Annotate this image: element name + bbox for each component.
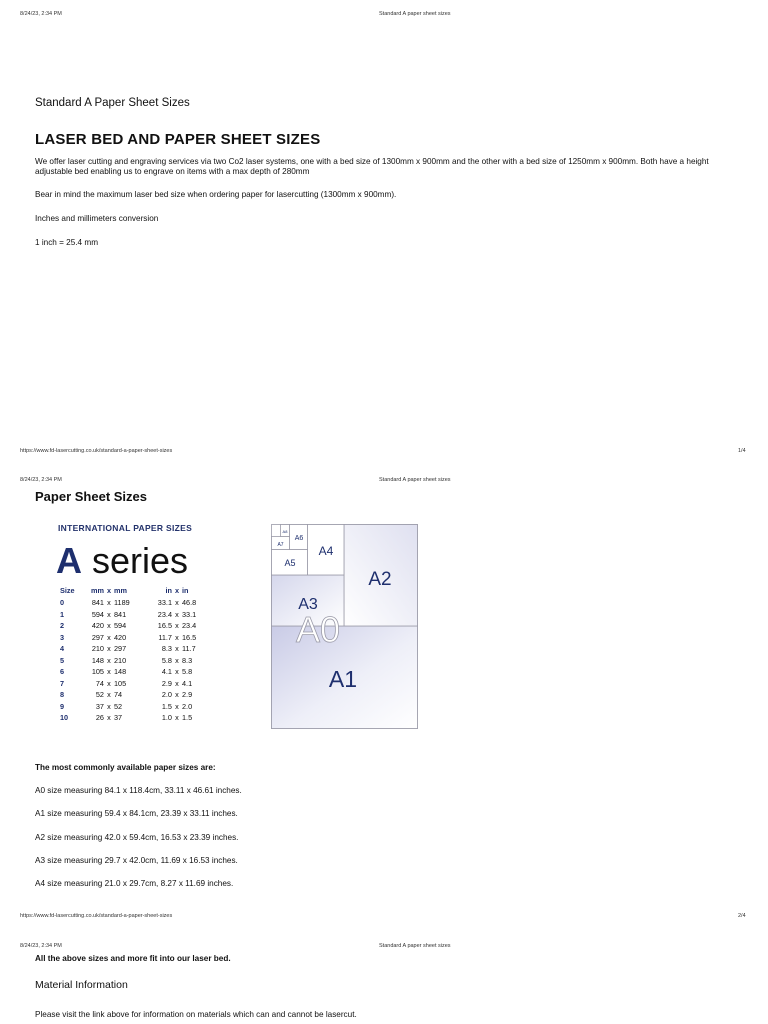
size-cell: 1.5 <box>182 713 193 723</box>
common-sizes-title: The most commonly available paper sizes are: <box>35 763 216 772</box>
size-cell: 23.4 <box>182 621 197 631</box>
page2-footer-url[interactable]: https://www.fd-lasercutting.co.uk/standard-a-paper-sheet-sizes <box>20 913 173 919</box>
size-cell: 1189 <box>114 598 130 608</box>
size-cell: x <box>107 655 111 665</box>
size-cell: x <box>107 678 111 688</box>
size-cell: 210 <box>91 644 104 654</box>
size-cell: x <box>107 690 111 700</box>
label-a2: A2 <box>368 569 392 590</box>
size-cell: x <box>107 632 111 642</box>
paper-sheet-sizes-heading: Paper Sheet Sizes <box>35 489 147 504</box>
common-size-a2: A2 size measuring 42.0 x 59.4cm, 16.53 x 23.39 inches. <box>35 833 239 842</box>
size-cell: 46.8 <box>182 598 197 608</box>
laser-systems-paragraph: We offer laser cutting and engraving services via two Co2 laser systems, one with a bed size of 1300mm x 900mm and the other with a bed size of 1250mm x 900mm. Both have a height adjustable bed enabling us to engrave on items with a max depth of 280mm <box>35 157 709 176</box>
international-paper-sizes-label: INTERNATIONAL PAPER SIZES <box>58 523 193 533</box>
conversion-label: Inches and millimeters conversion <box>35 214 159 223</box>
label-a0: A0 <box>295 609 341 650</box>
label-a1: A1 <box>328 666 358 692</box>
size-row-a9 <box>60 701 204 713</box>
size-cell: x <box>175 655 179 665</box>
size-cell: x <box>107 667 111 677</box>
size-cell: 5 <box>60 655 65 665</box>
a-series-diagram <box>271 524 419 730</box>
size-cell: 105 <box>114 678 127 688</box>
common-size-a0: A0 size measuring 84.1 x 118.4cm, 33.11 x 46.61 inches. <box>35 786 242 795</box>
size-cell: x <box>175 701 179 711</box>
material-information-text: Please visit the link above for information on materials which can and cannot be lasercut. <box>35 1010 357 1019</box>
size-cell: 2.9 <box>182 690 193 700</box>
size-cell: 16.5 <box>157 621 172 631</box>
col-mm-h: mm <box>114 586 127 595</box>
label-a8: A8 <box>282 529 288 534</box>
size-cell: 4 <box>60 644 65 654</box>
size-row-a10 <box>60 712 204 724</box>
page2-footer-page: 2/4 <box>738 913 746 919</box>
a-series-size-table <box>60 586 204 724</box>
size-cell: 148 <box>114 667 127 677</box>
size-cell: 8.3 <box>182 655 193 665</box>
size-cell: 10 <box>60 713 69 723</box>
common-size-a4: A4 size measuring 21.0 x 29.7cm, 8.27 x 11.69 inches. <box>35 879 234 888</box>
size-cell: x <box>175 632 179 642</box>
common-size-a1: A1 size measuring 59.4 x 84.1cm, 23.39 x 33.11 inches. <box>35 809 238 818</box>
size-cell: 52 <box>95 690 104 700</box>
size-cell: 2.9 <box>161 678 172 688</box>
size-cell: 74 <box>95 678 104 688</box>
size-row-a0 <box>60 597 204 609</box>
size-cell: x <box>175 621 179 631</box>
size-row-a7 <box>60 678 204 690</box>
page3-header-title: Standard A paper sheet sizes <box>379 943 451 949</box>
size-row-a8 <box>60 689 204 701</box>
size-cell: 7 <box>60 678 65 688</box>
size-cell: 5.8 <box>182 667 193 677</box>
size-cell: x <box>175 678 179 688</box>
label-a4: A4 <box>318 544 334 558</box>
size-cell: 9 <box>60 701 65 711</box>
size-cell: 594 <box>114 621 127 631</box>
size-cell: 210 <box>114 655 127 665</box>
size-cell: x <box>107 701 111 711</box>
size-cell: 11.7 <box>158 632 172 642</box>
size-cell: x <box>175 609 179 619</box>
material-information-heading: Material Information <box>35 979 128 991</box>
col-x2: x <box>174 586 180 595</box>
size-cell: 4.1 <box>182 678 193 688</box>
a-series-title <box>56 540 189 581</box>
size-cell: 1.0 <box>161 713 172 723</box>
size-cell: 6 <box>60 667 65 677</box>
size-row-a6 <box>60 666 204 678</box>
laser-bed-heading: LASER BED AND PAPER SHEET SIZES <box>35 131 321 148</box>
size-cell: 23.4 <box>157 609 172 619</box>
size-cell: 841 <box>91 598 104 608</box>
size-cell: 1 <box>60 609 65 619</box>
size-cell: 2.0 <box>182 701 193 711</box>
col-in-h: in <box>182 586 189 595</box>
size-cell: x <box>175 690 179 700</box>
label-a7: A7 <box>277 542 284 548</box>
inch-mm-conversion: 1 inch = 25.4 mm <box>35 238 99 247</box>
size-row-a1 <box>60 609 204 621</box>
size-cell: 37 <box>95 701 104 711</box>
page2-header-date: 8/24/23, 2:34 PM <box>20 477 62 483</box>
page1-header-date: 8/24/23, 2:34 PM <box>20 11 62 17</box>
size-row-a4 <box>60 643 204 655</box>
size-cell: 420 <box>114 632 127 642</box>
size-cell: 2.0 <box>161 690 172 700</box>
laser-bed-note: Bear in mind the maximum laser bed size when ordering paper for lasercutting (1300mm x 900mm). <box>35 190 397 199</box>
size-cell: 11.7 <box>182 644 196 654</box>
col-x1: x <box>106 586 112 595</box>
size-cell: x <box>175 713 179 723</box>
label-a3: A3 <box>298 596 318 613</box>
series-word: series <box>82 540 189 581</box>
label-a5: A5 <box>284 558 296 568</box>
size-cell: 5.8 <box>161 655 172 665</box>
col-in-w: in <box>165 586 172 595</box>
size-cell: 37 <box>114 713 123 723</box>
size-cell: 0 <box>60 598 65 608</box>
col-size: Size <box>60 586 75 595</box>
size-cell: x <box>107 609 111 619</box>
size-cell: 297 <box>114 644 127 654</box>
size-cell: x <box>175 598 179 608</box>
size-cell: 297 <box>91 632 104 642</box>
size-cell: 1.5 <box>161 701 172 711</box>
page2-header-title: Standard A paper sheet sizes <box>379 477 451 483</box>
size-cell: x <box>107 644 111 654</box>
size-cell: 33.1 <box>182 609 197 619</box>
size-cell: 4.1 <box>161 667 172 677</box>
label-a6: A6 <box>294 535 304 542</box>
page1-footer-page: 1/4 <box>738 448 746 454</box>
size-cell: 841 <box>114 609 127 619</box>
size-cell: x <box>107 713 111 723</box>
page3-header-date: 8/24/23, 2:34 PM <box>20 943 62 949</box>
size-cell: 148 <box>91 655 104 665</box>
size-row-a3 <box>60 632 204 644</box>
size-cell: 105 <box>91 667 104 677</box>
size-table-header <box>60 586 204 597</box>
size-cell: x <box>107 598 111 608</box>
size-cell: 3 <box>60 632 65 642</box>
fit-laser-bed-text: All the above sizes and more fit into our laser bed. <box>35 954 231 963</box>
size-cell: x <box>107 621 111 631</box>
common-size-a3: A3 size measuring 29.7 x 42.0cm, 11.69 x 16.53 inches. <box>35 856 238 865</box>
size-cell: 52 <box>114 701 123 711</box>
size-row-a2 <box>60 620 204 632</box>
size-cell: 74 <box>114 690 123 700</box>
page1-header-title: Standard A paper sheet sizes <box>379 11 451 17</box>
size-cell: 8.3 <box>161 644 172 654</box>
size-cell: x <box>175 667 179 677</box>
size-cell: 16.5 <box>182 632 197 642</box>
size-cell: 420 <box>91 621 104 631</box>
size-cell: x <box>175 644 179 654</box>
size-row-a5 <box>60 655 204 667</box>
size-cell: 26 <box>95 713 104 723</box>
page1-footer-url[interactable]: https://www.fd-lasercutting.co.uk/standard-a-paper-sheet-sizes <box>20 448 173 454</box>
page-title: Standard A Paper Sheet Sizes <box>35 97 190 109</box>
size-cell: 2 <box>60 621 65 631</box>
size-cell: 8 <box>60 690 65 700</box>
size-cell: 33.1 <box>157 598 172 608</box>
size-cell: 594 <box>91 609 104 619</box>
col-mm-w: mm <box>91 586 104 595</box>
a-letter: A <box>56 540 82 581</box>
